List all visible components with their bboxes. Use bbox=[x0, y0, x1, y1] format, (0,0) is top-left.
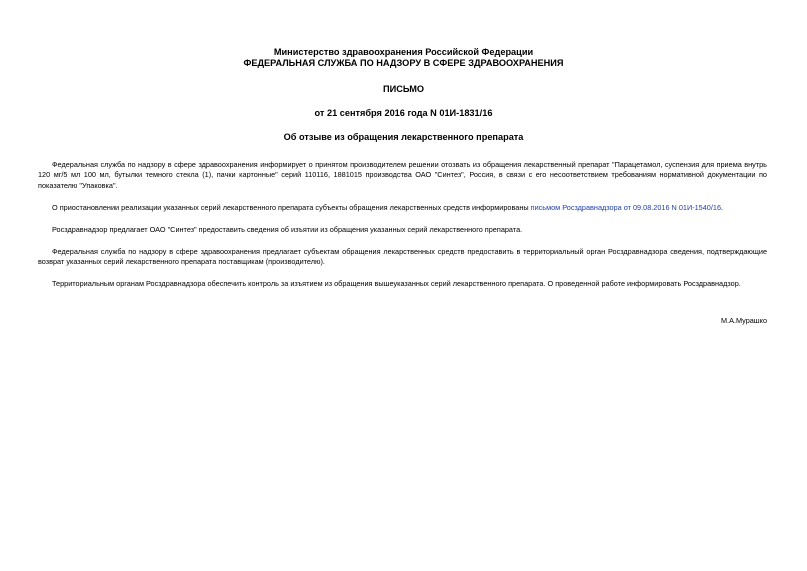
paragraph-suspension-text: О приостановлении реализации указанных серий лекарственного препарата субъекты обращения лекарственных средств информированы bbox=[52, 202, 531, 212]
document-type: ПИСЬМО bbox=[382, 84, 425, 94]
document-subject: Об отзыве из обращения лекарственного препарата bbox=[283, 132, 524, 142]
document-body bbox=[38, 160, 767, 301]
document-date-number: от 21 сентября 2016 года N 01И-1831/16 bbox=[314, 108, 493, 118]
signature: М.А.Мурашко bbox=[720, 316, 767, 325]
paragraph-recall-notice: Федеральная служба по надзору в сфере здравоохранения информирует о принятом производителем решении отозвать из обращения лекарственный препарат "Парацетамол, суспензия для приема внутрь 120 мг/5 мл 100 мл, бутылки темного стекла (1), пачки картонные" серий 110116, 1881015 производства ОАО "Синтез", Россия, в связи с его несоответствием требованиям нормативной документации по показателю "Упаковка". bbox=[38, 160, 767, 190]
ministry-name: Министерство здравоохранения Российской Федерации bbox=[273, 47, 534, 57]
document-header bbox=[0, 47, 807, 119]
paragraph-manufacturer-request: Росздравнадзор предлагает ОАО "Синтез" предоставить сведения об изъятии из обращения указанных серий лекарственного препарата. bbox=[52, 224, 523, 234]
reference-letter-link[interactable]: письмом Росздравнадзора от 09.08.2016 N 01И-1540/16 bbox=[530, 202, 721, 212]
paragraph-territorial-control: Территориальным органам Росздравнадзора обеспечить контроль за изъятием из обращения вышеуказанных серий лекарственного препарата. О проведенной работе информировать Росздравнадзор. bbox=[52, 278, 741, 288]
paragraph-subjects-request: Федеральная служба по надзору в сфере здравоохранения предлагает субъектам обращения лекарственных средств предоставить в территориальный орган Росздравнадзора сведения, подтверждающие возврат указанных серий лекарственного препарата поставщикам (производителю). bbox=[38, 246, 767, 266]
paragraph-suspension-end: . bbox=[721, 202, 724, 212]
service-name: ФЕДЕРАЛЬНАЯ СЛУЖБА ПО НАДЗОРУ В СФЕРЕ ЗДРАВООХРАНЕНИЯ bbox=[243, 58, 564, 68]
paragraph-suspension bbox=[38, 203, 767, 213]
